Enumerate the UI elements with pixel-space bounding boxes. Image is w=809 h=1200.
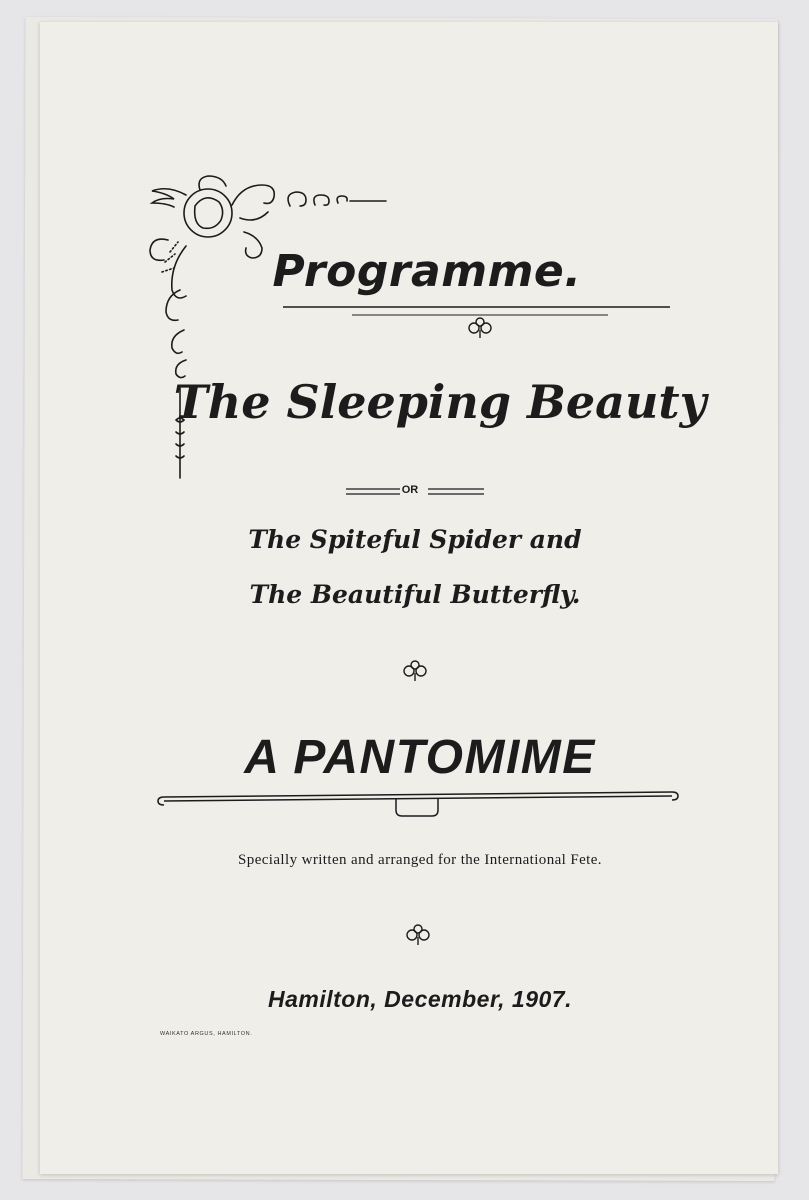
printer-imprint: WAIKATO ARGUS, HAMILTON. xyxy=(160,1031,253,1037)
show-title: The Sleeping Beauty xyxy=(173,375,707,429)
or-label: OR xyxy=(401,484,419,496)
place-date: Hamilton, December, 1907. xyxy=(268,986,572,1012)
subtitle-line-2: The Beautiful Butterfly. xyxy=(249,580,581,609)
description-line: Specially written and arranged for the International Fete. xyxy=(238,852,602,868)
programme-heading: Programme. xyxy=(272,246,582,297)
pantomime-heading: A PANTOMIME xyxy=(244,731,596,784)
subtitle-line-1: The Spiteful Spider and xyxy=(248,525,582,554)
